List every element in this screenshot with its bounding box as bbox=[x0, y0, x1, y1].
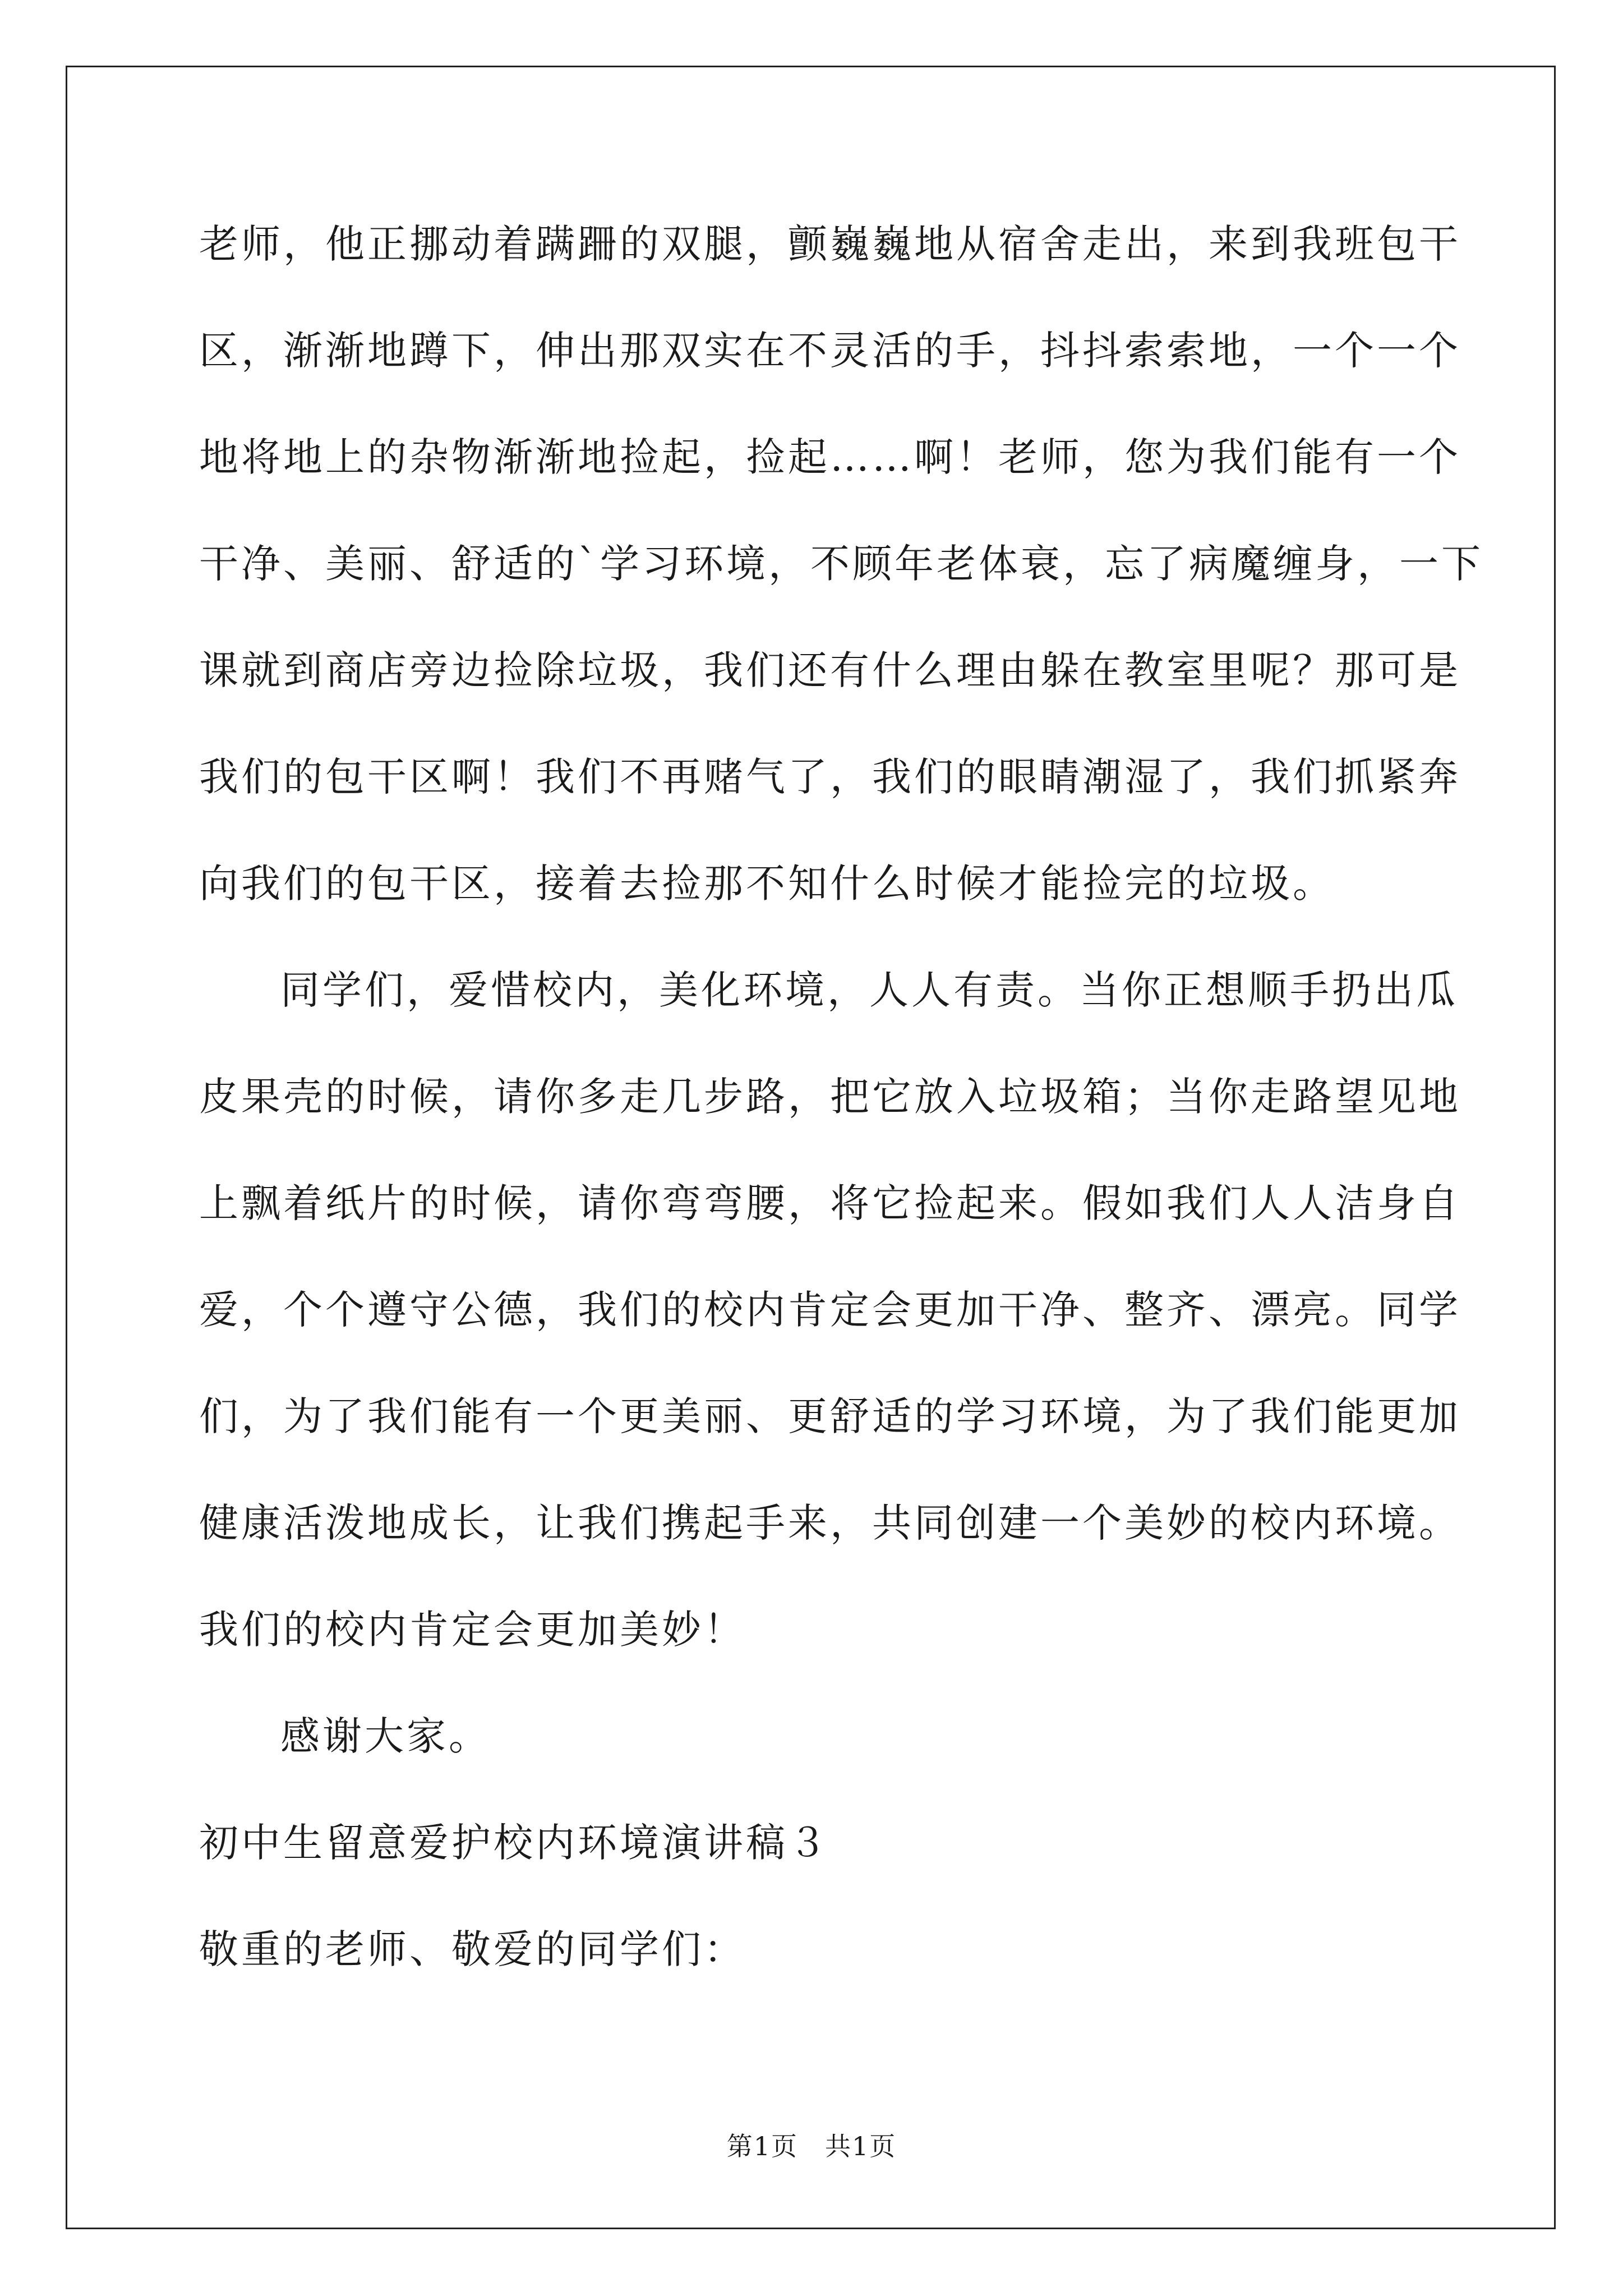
paragraph-line: 课就到商店旁边捡除垃圾，我们还有什么理由躲在教室里呢？那可是 bbox=[199, 647, 1461, 693]
paragraph-line: 同学们，爱惜校内，美化环境，人人有责。当你正想顺手扔出瓜 bbox=[280, 967, 1458, 1013]
paragraph-line: 我们的包干区啊！我们不再赌气了，我们的眼睛潮湿了，我们抓紧奔 bbox=[199, 754, 1461, 800]
document-body bbox=[199, 191, 1483, 2003]
paragraph-line: 向我们的包干区，接着去捡那不知什么时候才能捡完的垃圾。 bbox=[199, 861, 1335, 907]
page-footer: 第1页 共1页 bbox=[726, 2131, 897, 2161]
paragraph-line: 区，渐渐地蹲下，伸出那双实在不灵活的手，抖抖索索地，一个一个 bbox=[199, 328, 1461, 374]
paragraph-line: 们，为了我们能有一个更美丽、更舒适的学习环境，为了我们能更加 bbox=[199, 1393, 1461, 1439]
section-title: 初中生留意爱护校内环境演讲稿３ bbox=[199, 1820, 830, 1866]
paragraph-line: 我们的校内肯定会更加美妙！ bbox=[199, 1607, 746, 1653]
paragraph-line: 皮果壳的时候，请你多走几步路，把它放入垃圾箱；当你走路望见地 bbox=[199, 1074, 1461, 1120]
paragraph-line: 爱，个个遵守公德，我们的校内肯定会更加干净、整齐、漂亮。同学 bbox=[199, 1287, 1461, 1333]
paragraph-line: 干净、美丽、舒适的`学习环境，不顾年老体衰，忘了病魔缠身，一下 bbox=[199, 541, 1483, 587]
salutation: 敬重的老师、敬爱的同学们： bbox=[199, 1926, 746, 1972]
paragraph-line: 健康活泼地成长，让我们携起手来，共同创建一个美妙的校内环境。 bbox=[199, 1500, 1461, 1546]
paragraph-line: 上飘着纸片的时候，请你弯弯腰，将它捡起来。假如我们人人洁身自 bbox=[199, 1180, 1461, 1226]
paragraph-line: 老师，他正挪动着蹒跚的双腿，颤巍巍地从宿舍走出，来到我班包干 bbox=[199, 221, 1461, 267]
paragraph-line: 地将地上的杂物渐渐地捡起，捡起……啊！老师，您为我们能有一个 bbox=[199, 434, 1461, 480]
paragraph-line: 感谢大家。 bbox=[280, 1713, 491, 1759]
